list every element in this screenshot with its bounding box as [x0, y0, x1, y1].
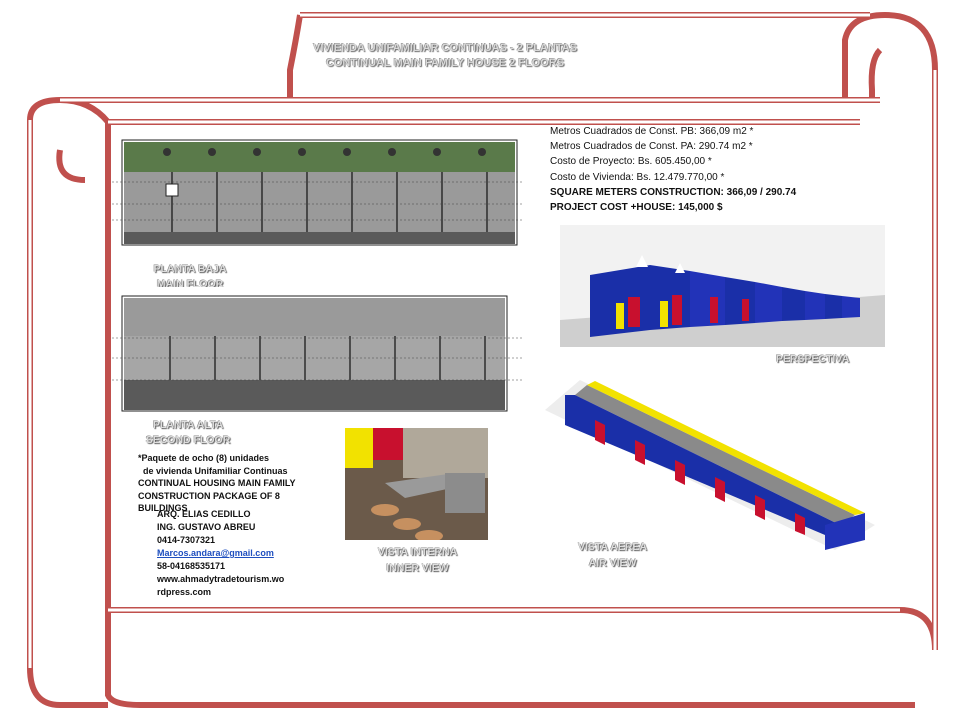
ground-floor-label-es: PLANTA BAJA	[153, 263, 227, 275]
title-line-1: VIVIENDA UNIFAMILIAR CONTINUAS - 2 PLANTAS	[312, 42, 577, 54]
package-line: CONSTRUCTION PACKAGE OF 8	[138, 490, 280, 501]
spec-line: Costo de Proyecto: Bs. 605.450,00 *	[550, 156, 712, 168]
package-line: CONTINUAL HOUSING MAIN FAMILY	[138, 478, 296, 488]
architect-name: ARQ. ELIAS CEDILLO	[157, 509, 251, 519]
upper-floor-plan	[112, 288, 522, 413]
spec-line-bold: PROJECT COST +HOUSE: 145,000 $	[550, 202, 723, 214]
title-line-2: CONTINUAL MAIN FAMILY HOUSE 2 FLOORS	[325, 57, 565, 69]
contact-block	[157, 508, 317, 599]
specs-block	[550, 124, 796, 215]
engineer-name: ING. GUSTAVO ABREU	[157, 522, 256, 532]
aerial-render	[535, 365, 885, 555]
package-note	[138, 452, 313, 515]
spec-line: Metros Cuadrados de Const. PB: 366,09 m2 *	[550, 126, 754, 137]
interior-render	[345, 428, 488, 540]
phone-number: 0414-7307321	[157, 535, 216, 545]
website-line-2[interactable]: rdpress.com	[157, 587, 212, 597]
interior-label-en: INNER VIEW	[386, 562, 449, 574]
package-line: *Paquete de ocho (8) unidades	[138, 453, 270, 463]
aerial-label-en: AIR VIEW	[588, 557, 637, 569]
upper-floor-label-en: SECOND FLOOR	[145, 434, 231, 446]
perspective-render	[560, 225, 885, 347]
upper-floor-label-es: PLANTA ALTA	[152, 419, 224, 431]
ground-floor-plan	[112, 132, 522, 257]
perspective-label-es: PERSPECTIVA	[775, 353, 850, 365]
spec-line: Costo de Vivienda: Bs. 12.479.770,00 *	[550, 171, 725, 183]
interior-label-es: VISTA INTERNA	[377, 546, 458, 558]
email-link[interactable]: Marcos.andara@gmail.com	[157, 548, 274, 558]
ground-floor-label-en: MAIN FLOOR	[156, 278, 224, 287]
package-line: de vivienda Unifamiliar Continuas	[138, 465, 288, 476]
aerial-label-es: VISTA AEREA	[577, 541, 648, 553]
spec-line: Metros Cuadrados de Const. PA: 290.74 m2 *	[550, 141, 753, 153]
spec-line-bold: SQUARE METERS CONSTRUCTION: 366,09 / 290.74	[550, 186, 797, 198]
phone-number-intl: 58-04168535171	[157, 561, 226, 571]
package-line: BUILDINGS	[138, 503, 188, 513]
website-line-1[interactable]: www.ahmadytradetourism.wo	[157, 574, 285, 584]
